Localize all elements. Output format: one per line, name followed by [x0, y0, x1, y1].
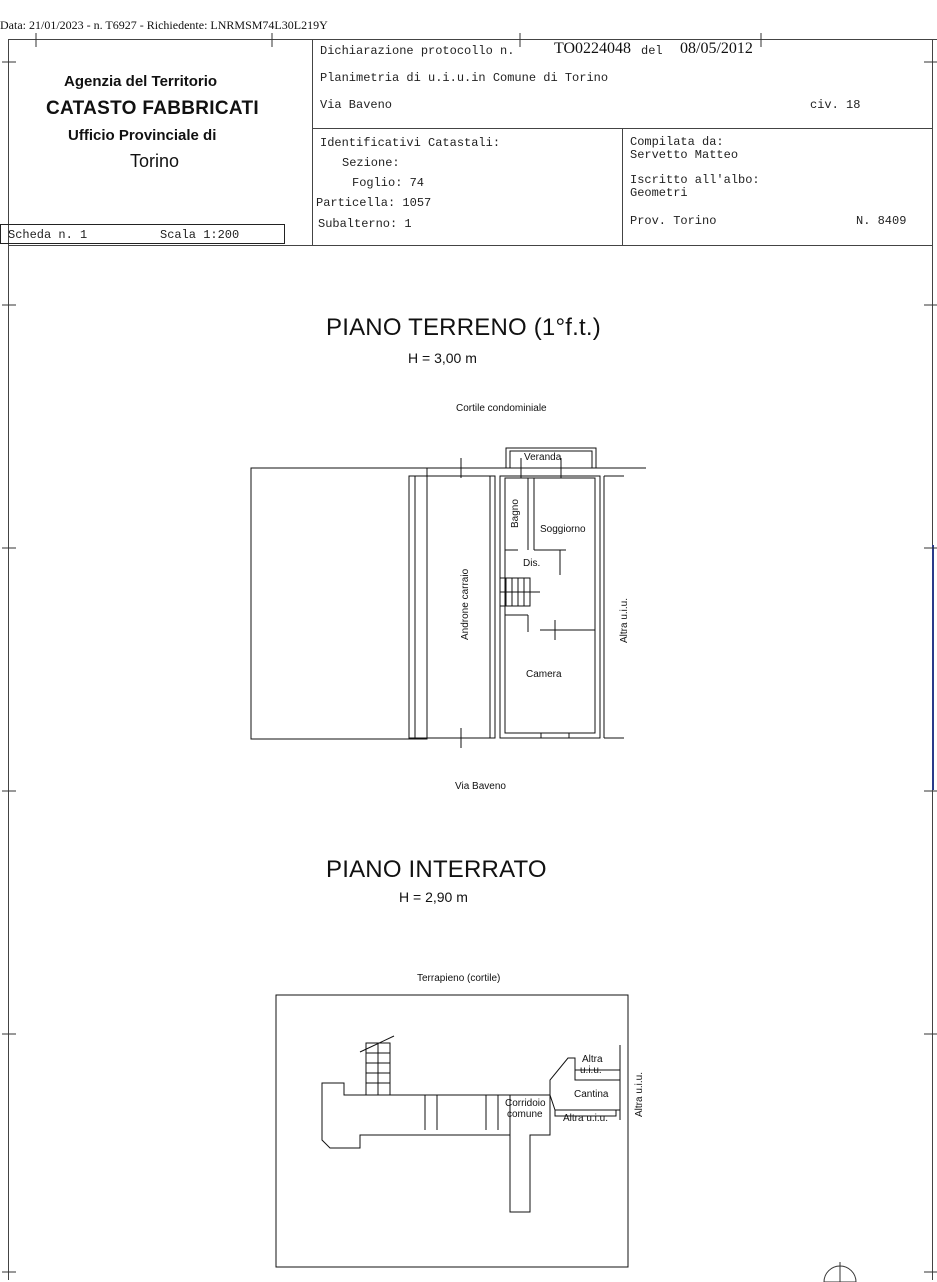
declaration-prefix: Dichiarazione protocollo n. [320, 44, 515, 58]
label-altra-interrato: Altra u.i.u. [563, 1113, 609, 1124]
particella-field: Particella: 1057 [316, 196, 432, 210]
compilata-name: Servetto Matteo [630, 148, 739, 162]
agency-line1: Agenzia del Territorio [64, 73, 218, 90]
civ-text: civ. 18 [810, 98, 861, 112]
iscritto-label: Iscritto all'albo: [630, 173, 760, 187]
piano-terreno-title: PIANO TERRENO (1°f.t.) [326, 314, 601, 341]
piano-interrato-title: PIANO INTERRATO [326, 856, 547, 883]
piano-terreno-height: H = 3,00 m [408, 350, 477, 366]
scala-label: Scala 1:200 [160, 228, 240, 242]
albo-number: N. 8409 [856, 214, 907, 228]
declaration-del: del [641, 44, 663, 58]
agency-line3: Ufficio Provinciale di [68, 127, 217, 144]
via-text: Via Baveno [320, 98, 393, 112]
label-terrapieno: Terrapieno (cortile) [417, 973, 501, 984]
label-corridoio-b: comune [507, 1109, 543, 1120]
agency-line4: Torino [130, 151, 180, 171]
protocol-number: TO0224048 [554, 40, 632, 57]
label-soggiorno: Soggiorno [540, 524, 586, 535]
agency-line2: CATASTO FABBRICATI [46, 98, 259, 119]
label-altra-a: Altra [582, 1054, 603, 1065]
north-arrow-icon [815, 1262, 865, 1282]
foglio-field: Foglio: 74 [352, 176, 425, 190]
planimetria-text: Planimetria di u.i.u.in Comune di Torino [320, 71, 609, 85]
label-via-baveno: Via Baveno [455, 781, 506, 792]
label-dis: Dis. [523, 558, 541, 569]
label-androne: Androne carraio [460, 568, 471, 640]
label-altra-interrato-vertical: Altra u.i.u. [634, 1071, 645, 1117]
prov-label: Prov. Torino [630, 214, 717, 228]
label-corridoio-a: Corridoio [505, 1098, 546, 1109]
label-cantina: Cantina [574, 1089, 609, 1100]
label-veranda: Veranda [524, 452, 562, 463]
piano-interrato-height: H = 2,90 m [399, 889, 468, 905]
label-altra-b: u.i.u. [580, 1065, 602, 1076]
document-header-note: Data: 21/01/2023 - n. T6927 - Richiedente: LNRMSM74L30L219Y [0, 18, 328, 32]
compilata-title: Compilata da: [630, 135, 724, 149]
declaration-date: 08/05/2012 [680, 40, 753, 57]
identificativi-title: Identificativi Catastali: [320, 136, 501, 150]
label-bagno: Bagno [510, 499, 521, 528]
scheda-label: Scheda n. 1 [8, 228, 88, 242]
subalterno-field: Subalterno: 1 [318, 217, 412, 231]
albo-value: Geometri [630, 186, 688, 200]
label-camera: Camera [526, 669, 562, 680]
label-cortile: Cortile condominiale [456, 403, 547, 414]
sezione-field: Sezione: [342, 156, 400, 170]
label-altra-terreno: Altra u.i.u. [619, 597, 630, 643]
